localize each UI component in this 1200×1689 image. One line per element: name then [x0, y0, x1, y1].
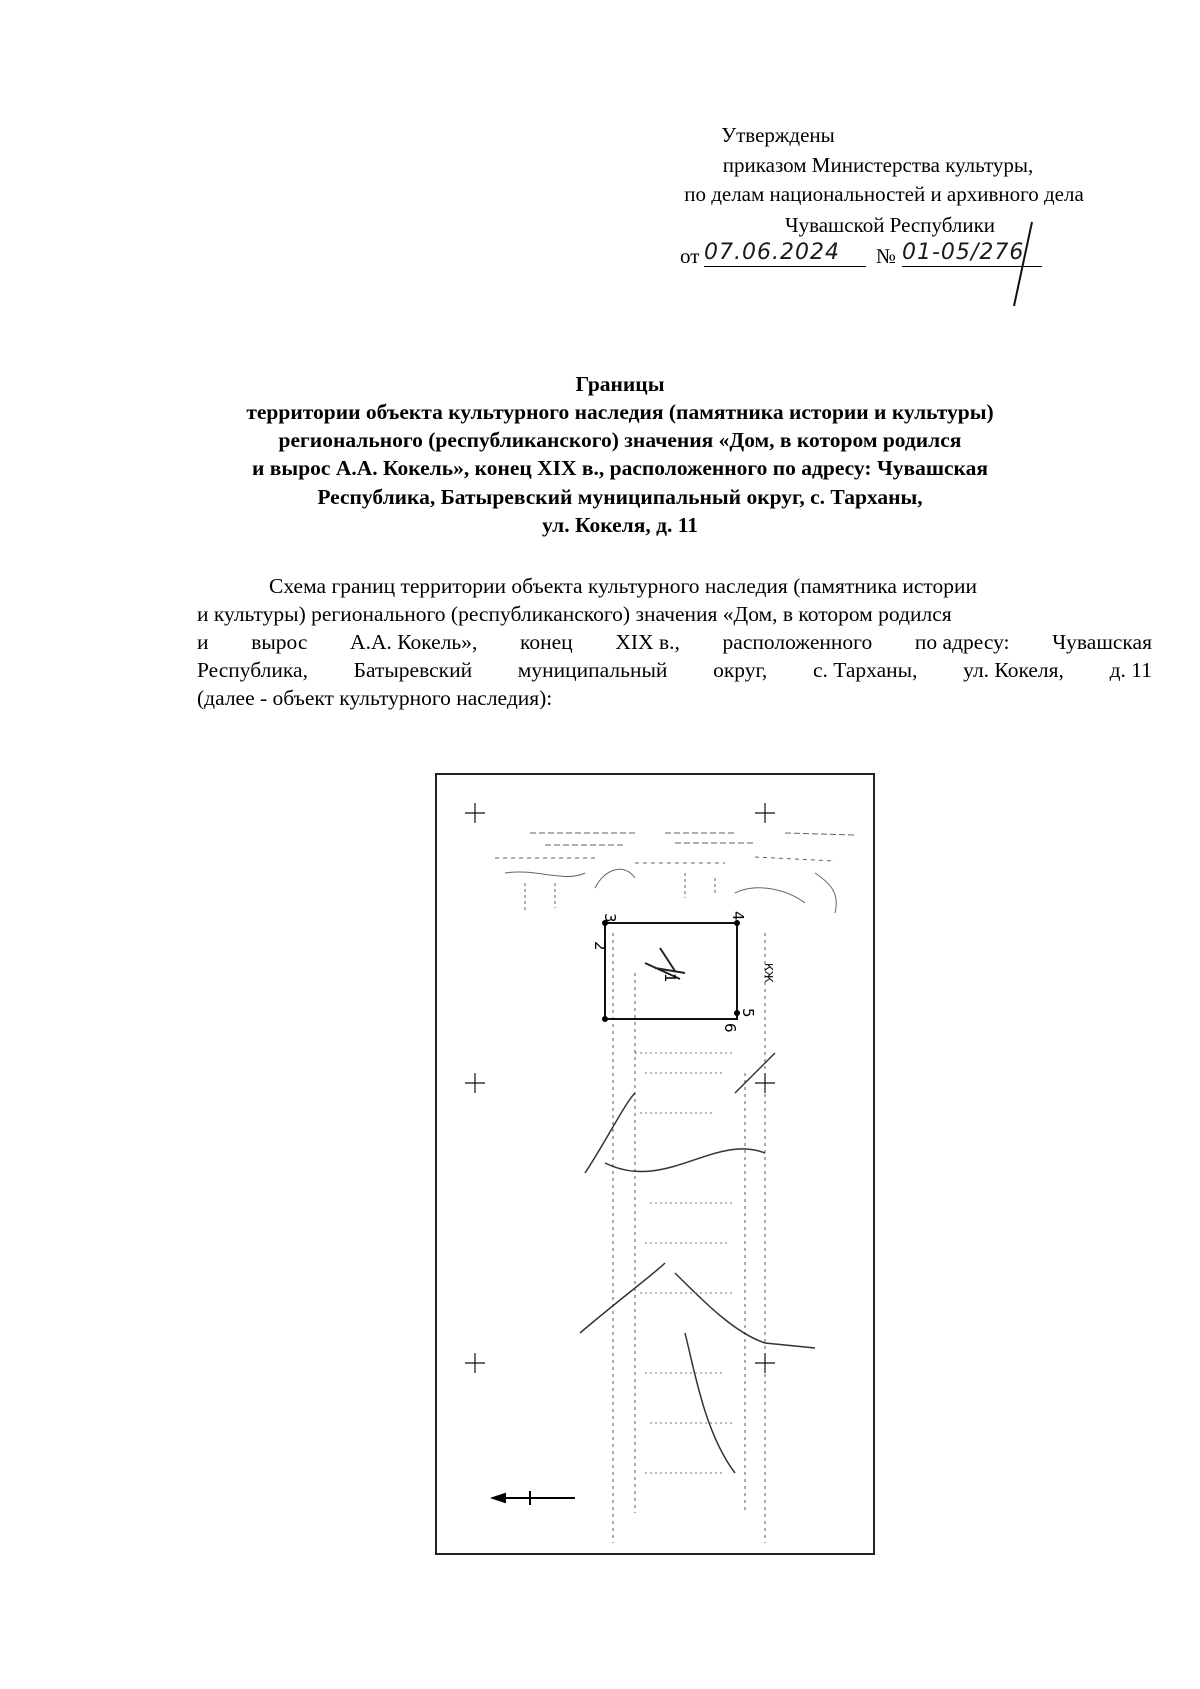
title-line-4: и вырос А.А. Кокель», конец XIX в., расположенного по адресу: Чувашская	[252, 456, 988, 481]
word: Батыревский	[353, 657, 473, 682]
word: ул. Кокеля,	[963, 657, 1064, 682]
approval-line-1: Утверждены	[721, 123, 835, 147]
approval-line-2: приказом Министерства культуры,	[722, 153, 1034, 177]
word: по адресу:	[914, 629, 1010, 654]
point-label-5: 5	[739, 1008, 757, 1018]
word: д. 11	[1109, 657, 1152, 682]
description-paragraph	[197, 573, 1152, 713]
para-line-4	[197, 657, 1152, 685]
point-label-2: 2	[591, 941, 609, 951]
number-label: №	[876, 244, 897, 268]
building-type-label: КЖ	[762, 963, 775, 983]
para-line-1: Схема границ территории объекта культурного наследия (памятника истории	[269, 574, 978, 598]
title-line-2: территории объекта культурного наследия (памятника истории и культуры)	[246, 400, 994, 425]
word: расположенного	[722, 629, 873, 654]
word: округ,	[713, 657, 768, 682]
date-label: от	[680, 244, 700, 268]
word: конец	[520, 629, 573, 654]
order-date-number	[680, 240, 1120, 280]
word: XIX в.,	[615, 629, 680, 654]
word: с. Тарханы,	[812, 657, 918, 682]
title-line-3: регионального (республиканского) значения «Дом, в котором родился	[278, 428, 962, 453]
word: муниципальный	[517, 657, 668, 682]
title-line-6: ул. Кокеля, д. 11	[541, 512, 699, 537]
document-title	[180, 370, 1060, 539]
word: А.А. Кокель»,	[350, 629, 478, 654]
point-label-4: 4	[729, 911, 747, 921]
title-line-1: Границы	[575, 372, 665, 396]
signature-slash-mark	[1000, 218, 1040, 310]
approval-line-3: по делам национальностей и архивного дела	[684, 182, 1084, 206]
date-underline	[704, 266, 866, 267]
approval-line-4: Чувашской Республики	[784, 213, 996, 237]
boundary-scheme-map	[435, 773, 875, 1555]
word: вырос	[251, 629, 308, 654]
point-label-3: 3	[601, 913, 619, 923]
order-date: 07.06.2024	[704, 240, 840, 265]
para-line-2: и культуры) регионального (республиканского) значения «Дом, в котором родился	[197, 601, 952, 626]
map-frame	[436, 774, 874, 1554]
word: Чувашская	[1052, 629, 1152, 654]
building-number: 1	[661, 973, 679, 983]
word: и	[197, 629, 209, 654]
title-line-5: Республика, Батыревский муниципальный округ, с. Тарханы,	[317, 484, 923, 509]
word: Республика,	[197, 657, 308, 682]
para-line-5: (далее - объект культурного наследия):	[197, 685, 553, 710]
order-number: 01-05/276	[902, 240, 1025, 265]
para-line-3	[197, 629, 1152, 657]
point-label-6: 6	[721, 1023, 739, 1033]
